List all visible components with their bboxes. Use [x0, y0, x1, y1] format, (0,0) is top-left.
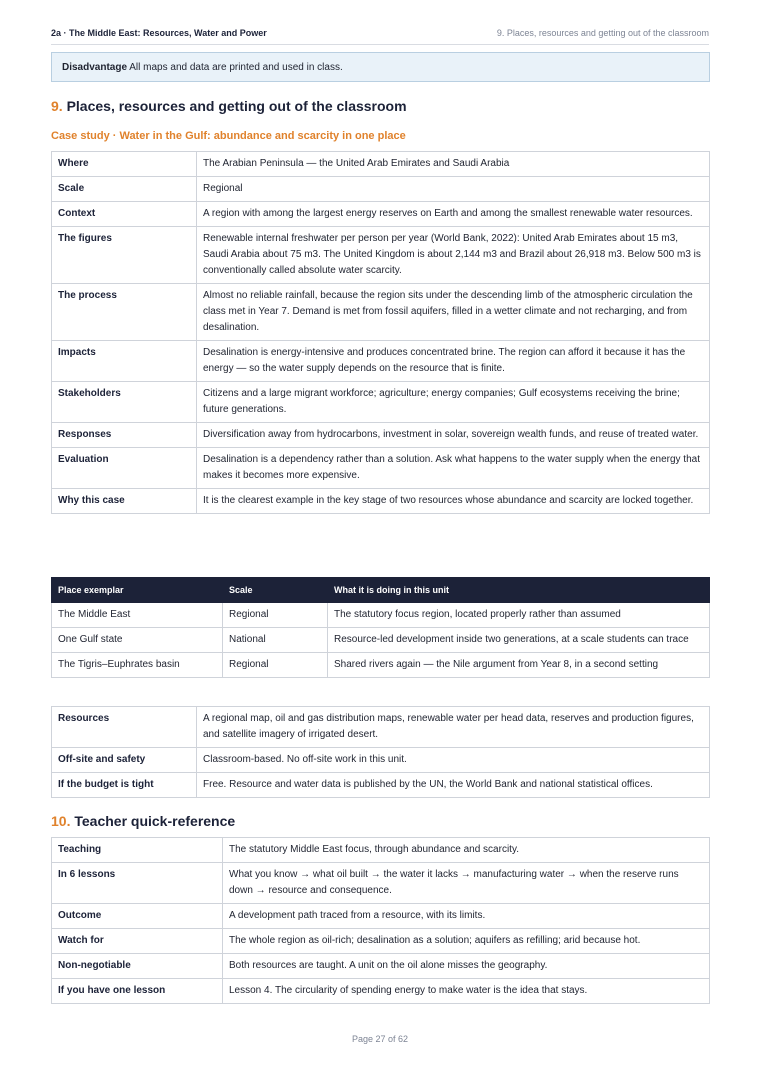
- row-key: If you have one lesson: [52, 979, 223, 1004]
- row-value: The Arabian Peninsula — the United Arab Emirates and Saudi Arabia: [197, 152, 710, 177]
- table-header-row: [52, 578, 710, 603]
- table-row: [52, 341, 710, 382]
- column-header-role: What it is doing in this unit: [328, 578, 710, 603]
- row-value: What you know → what oil built → the water it lacks → manufacturing water → when the reserve runs down → resource and consequence.: [223, 863, 710, 904]
- row-key: Responses: [52, 423, 197, 448]
- row-key: In 6 lessons: [52, 863, 223, 904]
- section-9-heading: [51, 98, 407, 114]
- table-row: [52, 838, 710, 863]
- section-9-number: 9.: [51, 98, 63, 114]
- row-key: Stakeholders: [52, 382, 197, 423]
- disadvantage-note: [51, 52, 710, 82]
- resources-table: [51, 706, 710, 798]
- scale-cell: Regional: [223, 603, 328, 628]
- row-value: Diversification away from hydrocarbons, investment in solar, sovereign wealth funds, and reuse of treated water.: [197, 423, 710, 448]
- column-header-place: Place exemplar: [52, 578, 223, 603]
- row-key: Scale: [52, 177, 197, 202]
- table-row: [52, 284, 710, 341]
- table-row: [52, 603, 710, 628]
- row-value: Classroom-based. No off-site work in this unit.: [197, 748, 710, 773]
- note-text: All maps and data are printed and used in class.: [127, 62, 343, 73]
- scale-cell: Regional: [223, 653, 328, 678]
- table-row: [52, 202, 710, 227]
- table-row: [52, 227, 710, 284]
- place-cell: The Tigris–Euphrates basin: [52, 653, 223, 678]
- row-value: Both resources are taught. A unit on the oil alone misses the geography.: [223, 954, 710, 979]
- table-row: [52, 382, 710, 423]
- role-cell: Resource-led development inside two generations, at a scale students can trace: [328, 628, 710, 653]
- row-value: Renewable internal freshwater per person per year (World Bank, 2022): United Arab Emirates about 15 m3, Saudi Arabia about 75 m3. The United Kingdom is about 2,144 m3 and Brazil about 26,918 m3. Below 500 m3 is conventionally called absolute water scarcity.: [197, 227, 710, 284]
- table-row: [52, 863, 710, 904]
- row-key: Watch for: [52, 929, 223, 954]
- table-row: [52, 979, 710, 1004]
- row-value: Desalination is energy-intensive and produces concentrated brine. The region can afford it because it has the energy — so the water supply depends on the resource that is finite.: [197, 341, 710, 382]
- row-key: Outcome: [52, 904, 223, 929]
- table-row: [52, 489, 710, 514]
- quick-reference-table: [51, 837, 710, 1004]
- row-key: Off-site and safety: [52, 748, 197, 773]
- row-value: The whole region as oil-rich; desalination as a solution; aquifers as refilling; arid because hot.: [223, 929, 710, 954]
- row-key: Context: [52, 202, 197, 227]
- row-key: The figures: [52, 227, 197, 284]
- header-section-title: 9. Places, resources and getting out of the classroom: [496, 28, 709, 38]
- row-value: Desalination is a dependency rather than a solution. Ask what happens to the water supply when the energy that makes it becomes more expensive.: [197, 448, 710, 489]
- row-key: Impacts: [52, 341, 197, 382]
- row-value: Regional: [197, 177, 710, 202]
- place-cell: One Gulf state: [52, 628, 223, 653]
- note-label: Disadvantage: [62, 62, 128, 73]
- row-key: Resources: [52, 707, 197, 748]
- row-key: The process: [52, 284, 197, 341]
- section-10-heading: [51, 813, 235, 829]
- row-value: The statutory Middle East focus, through abundance and scarcity.: [223, 838, 710, 863]
- table-row: [52, 904, 710, 929]
- row-value: A regional map, oil and gas distribution maps, renewable water per head data, reserves and production figures, and satellite imagery of irrigated desert.: [197, 707, 710, 748]
- row-value: It is the clearest example in the key stage of two resources whose abundance and scarcity are locked together.: [197, 489, 710, 514]
- table-row: [52, 707, 710, 748]
- case-study-table: [51, 151, 710, 514]
- section-10-number: 10.: [51, 813, 71, 829]
- column-header-scale: Scale: [223, 578, 328, 603]
- row-value: A development path traced from a resource, with its limits.: [223, 904, 710, 929]
- table-row: [52, 748, 710, 773]
- table-row: [52, 954, 710, 979]
- row-value: Citizens and a large migrant workforce; agriculture; energy companies; Gulf ecosystems receiving the brine; future generations.: [197, 382, 710, 423]
- row-value: Almost no reliable rainfall, because the region sits under the descending limb of the atmospheric circulation the class met in Year 7. Demand is met from fossil aquifers, filled in a wetter climate and not recharging, and from desalination.: [197, 284, 710, 341]
- table-row: [52, 929, 710, 954]
- row-key: Non-negotiable: [52, 954, 223, 979]
- row-key: If the budget is tight: [52, 773, 197, 798]
- running-header: [51, 28, 709, 45]
- place-exemplar-table: [51, 577, 710, 678]
- table-row: [52, 448, 710, 489]
- role-cell: The statutory focus region, located properly rather than assumed: [328, 603, 710, 628]
- page-number: Page 27 of 62: [351, 1034, 409, 1044]
- table-row: [52, 423, 710, 448]
- scale-cell: National: [223, 628, 328, 653]
- role-cell: Shared rivers again — the Nile argument from Year 8, in a second setting: [328, 653, 710, 678]
- section-9-title: Places, resources and getting out of the classroom: [62, 98, 407, 114]
- section-10-title: Teacher quick-reference: [70, 813, 236, 829]
- table-row: [52, 152, 710, 177]
- row-value: A region with among the largest energy reserves on Earth and among the smallest renewable water resources.: [197, 202, 710, 227]
- table-row: [52, 177, 710, 202]
- place-cell: The Middle East: [52, 603, 223, 628]
- table-row: [52, 773, 710, 798]
- row-key: Where: [52, 152, 197, 177]
- row-value: Lesson 4. The circularity of spending energy to make water is the idea that stays.: [223, 979, 710, 1004]
- table-row: [52, 628, 710, 653]
- row-key: Why this case: [52, 489, 197, 514]
- case-study-heading: Case study · Water in the Gulf: abundance and scarcity in one place: [51, 130, 406, 142]
- row-key: Evaluation: [52, 448, 197, 489]
- row-key: Teaching: [52, 838, 223, 863]
- row-value: Free. Resource and water data is published by the UN, the World Bank and national statistical offices.: [197, 773, 710, 798]
- header-document-title: 2a · The Middle East: Resources, Water and Power: [51, 28, 267, 38]
- table-row: [52, 653, 710, 678]
